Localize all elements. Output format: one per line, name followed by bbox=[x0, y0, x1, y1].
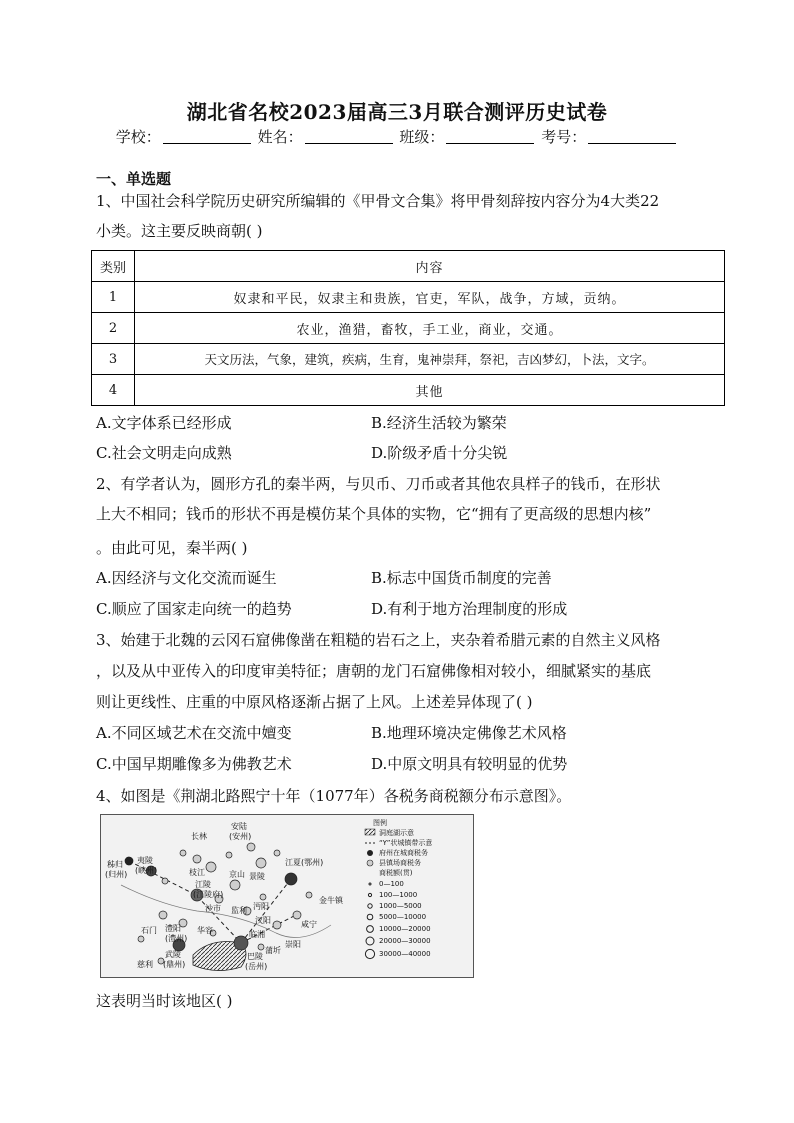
q1-stem-line1: 1、中国社会科学院历史研究所编辑的《甲骨文合集》将甲骨刻辞按内容分为4大类22 bbox=[96, 192, 660, 210]
tax-circle bbox=[226, 852, 232, 858]
legend-item: 10000—20000 bbox=[379, 925, 431, 933]
name-label: 姓名： bbox=[257, 128, 303, 146]
legend-item: 洞庭湖示意 bbox=[379, 829, 414, 837]
legend-item: 0—100 bbox=[379, 880, 404, 888]
legend-item: 100—1000 bbox=[379, 891, 418, 899]
place-label: 秭归 bbox=[107, 860, 123, 869]
tax-circle bbox=[234, 936, 248, 950]
legend-title: 图例 bbox=[373, 819, 387, 827]
map-svg bbox=[101, 815, 473, 977]
tax-circle bbox=[247, 843, 255, 851]
place-label: 华容 bbox=[197, 926, 213, 935]
table-row bbox=[92, 282, 725, 313]
tax-distribution-map bbox=[100, 814, 474, 978]
tax-circle bbox=[206, 862, 216, 872]
place-label: (安州) bbox=[229, 832, 252, 841]
tax-circle bbox=[285, 873, 297, 885]
place-label: 巴陵 bbox=[247, 952, 263, 961]
q1-option-d[interactable]: D.阶级矛盾十分尖锐 bbox=[371, 444, 508, 462]
tax-circle bbox=[193, 855, 201, 863]
q2-option-a[interactable]: A.因经济与文化交流而诞生 bbox=[96, 569, 277, 587]
table-cell: 3 bbox=[92, 344, 135, 375]
table-cell: 奴隶和平民，奴隶主和贵族，官吏，军队，战争，方域，贡纳。 bbox=[135, 282, 725, 313]
tax-circle bbox=[260, 894, 266, 900]
table-row bbox=[92, 375, 725, 406]
q1-category-table bbox=[91, 250, 725, 406]
place-label: 石门 bbox=[141, 926, 157, 935]
legend-item: 县镇场商税务 bbox=[379, 859, 421, 867]
tax-circle bbox=[230, 880, 240, 890]
q2-stem-line3: 。由此可见，秦半两( ) bbox=[96, 539, 248, 557]
q3-option-b[interactable]: B.地理环境决定佛像艺术风格 bbox=[371, 724, 567, 742]
tax-circle bbox=[274, 850, 280, 856]
legend-item: 商税额(贯) bbox=[379, 869, 413, 877]
q1-option-b[interactable]: B.经济生活较为繁荣 bbox=[371, 414, 507, 432]
legend-size-swatch bbox=[367, 914, 373, 920]
place-label: 临湘 bbox=[249, 930, 265, 939]
table-cell: 2 bbox=[92, 313, 135, 344]
legend-city-swatch bbox=[367, 850, 373, 856]
place-label: 沔阳 bbox=[253, 902, 269, 911]
place-label: 长林 bbox=[191, 832, 207, 841]
table-cell: 4 bbox=[92, 375, 135, 406]
table-cell: 农业，渔猎，畜牧，手工业，商业，交通。 bbox=[135, 313, 725, 344]
exam-title: 湖北省名校2023届高三3月联合测评历史试卷 bbox=[186, 100, 608, 124]
legend-item: 30000—40000 bbox=[379, 950, 431, 958]
place-label: 枝江 bbox=[189, 868, 205, 877]
class-blank[interactable] bbox=[446, 129, 534, 144]
q1-option-c[interactable]: C.社会文明走向成熟 bbox=[96, 444, 232, 462]
place-label: (鼎州) bbox=[163, 960, 186, 969]
place-label: 武陵 bbox=[165, 950, 181, 959]
place-label: 蒲圻 bbox=[265, 946, 281, 955]
legend-town-swatch bbox=[367, 860, 373, 866]
place-label: (归州) bbox=[105, 870, 128, 879]
q3-stem-line1: 3、始建于北魏的云冈石窟佛像凿在粗糙的岩石之上，夹杂着希腊元素的自然主义风格 bbox=[96, 631, 661, 649]
table-cell: 其他 bbox=[135, 375, 725, 406]
place-label: 安陆 bbox=[231, 822, 247, 831]
place-label: 京山 bbox=[229, 870, 245, 879]
place-label: (澧州) bbox=[165, 934, 188, 943]
map-legend bbox=[365, 818, 432, 959]
tax-circle bbox=[258, 944, 264, 950]
legend-size-swatch bbox=[367, 926, 374, 933]
q4-followup: 这表明当时该地区( ) bbox=[96, 992, 233, 1010]
table-header-row bbox=[92, 251, 725, 282]
place-label: 江陵 bbox=[195, 880, 211, 889]
q4-stem: 4、如图是《荆湖北路熙宁十年（1077年）各税务商税额分布示意图》。 bbox=[96, 787, 572, 805]
place-label: 澧阳 bbox=[165, 924, 181, 933]
tax-circle bbox=[256, 858, 266, 868]
place-label: 金牛镇 bbox=[319, 896, 343, 905]
legend-item: 20000—30000 bbox=[379, 937, 431, 945]
q1-option-a[interactable]: A.文字体系已经形成 bbox=[96, 414, 232, 432]
tax-circle bbox=[159, 911, 167, 919]
q3-option-c[interactable]: C.中国早期雕像多为佛教艺术 bbox=[96, 755, 292, 773]
q3-stem-line3: 则让更线性、庄重的中原风格逐渐占据了上风。上述差异体现了( ) bbox=[96, 693, 533, 711]
legend-size-swatch bbox=[368, 893, 371, 896]
tax-circle bbox=[293, 911, 301, 919]
place-label: (岳州) bbox=[245, 962, 268, 971]
q2-option-c[interactable]: C.顺应了国家走向统一的趋势 bbox=[96, 600, 292, 618]
place-label: 江夏(鄂州) bbox=[285, 858, 324, 867]
q2-option-d[interactable]: D.有利于地方治理制度的形成 bbox=[371, 600, 568, 618]
number-label: 考号： bbox=[541, 128, 587, 146]
student-info bbox=[0, 126, 794, 147]
place-label: 汉阳 bbox=[255, 916, 271, 925]
q2-stem-line2: 上大不相同；钱币的形状不再是模仿某个具体的实物，它“拥有了更高级的思想内核” bbox=[96, 505, 652, 523]
section-heading: 一、单选题 bbox=[96, 170, 172, 188]
q2-stem-line1: 2、有学者认为，圆形方孔的秦半两，与贝币、刀币或者其他农具样子的钱币，在形状 bbox=[96, 475, 661, 493]
legend-item: 5000—10000 bbox=[379, 913, 427, 921]
number-blank[interactable] bbox=[588, 129, 676, 144]
table-header-cell: 内容 bbox=[135, 251, 725, 282]
place-label: 咸宁 bbox=[301, 920, 317, 929]
table-header-cell: 类别 bbox=[92, 251, 135, 282]
legend-size-swatch bbox=[366, 937, 374, 945]
place-label: 崇阳 bbox=[285, 940, 301, 949]
tax-circle bbox=[125, 857, 133, 865]
q1-stem-line2: 小类。这主要反映商朝( ) bbox=[96, 222, 263, 240]
table-row bbox=[92, 344, 725, 375]
legend-item: “Y”状城镇带示意 bbox=[379, 839, 433, 847]
school-label: 学校： bbox=[115, 128, 161, 146]
tax-circle bbox=[273, 921, 281, 929]
tax-circle bbox=[138, 936, 144, 942]
school-blank[interactable] bbox=[163, 129, 251, 144]
legend-size-swatch bbox=[368, 904, 372, 908]
tax-circle bbox=[162, 878, 168, 884]
legend-lake-swatch bbox=[365, 829, 375, 835]
table-cell: 天文历法，气象，建筑，疾病，生育，鬼神崇拜，祭祀，吉凶梦幻，卜法，文字。 bbox=[135, 344, 725, 375]
legend-item: 府州在城商税务 bbox=[379, 849, 428, 857]
q3-option-d[interactable]: D.中原文明具有较明显的优势 bbox=[371, 755, 568, 773]
table-cell: 1 bbox=[92, 282, 135, 313]
table-row bbox=[92, 313, 725, 344]
legend-item: 1000—5000 bbox=[379, 902, 422, 910]
q3-stem-line2: ，以及从中亚传入的印度审美特征；唐朝的龙门石窟佛像相对较小，细腻紧实的基底 bbox=[96, 662, 652, 680]
place-label: 景陵 bbox=[249, 872, 265, 881]
tax-circle bbox=[306, 892, 312, 898]
tax-circle bbox=[180, 850, 186, 856]
class-label: 班级： bbox=[399, 128, 445, 146]
q3-option-a[interactable]: A.不同区域艺术在交流中嬗变 bbox=[96, 724, 292, 742]
legend-size-swatch bbox=[369, 883, 371, 885]
place-label: 夷陵 bbox=[137, 856, 153, 865]
place-label: (峡州) bbox=[135, 866, 158, 875]
q2-option-b[interactable]: B.标志中国货币制度的完善 bbox=[371, 569, 552, 587]
place-label: 监利 bbox=[231, 906, 247, 915]
legend-size-swatch bbox=[365, 949, 374, 958]
place-label: (江陵府) bbox=[193, 890, 224, 899]
place-label: 沙市 bbox=[205, 904, 221, 913]
name-blank[interactable] bbox=[305, 129, 393, 144]
place-label: 慈利 bbox=[137, 960, 153, 969]
